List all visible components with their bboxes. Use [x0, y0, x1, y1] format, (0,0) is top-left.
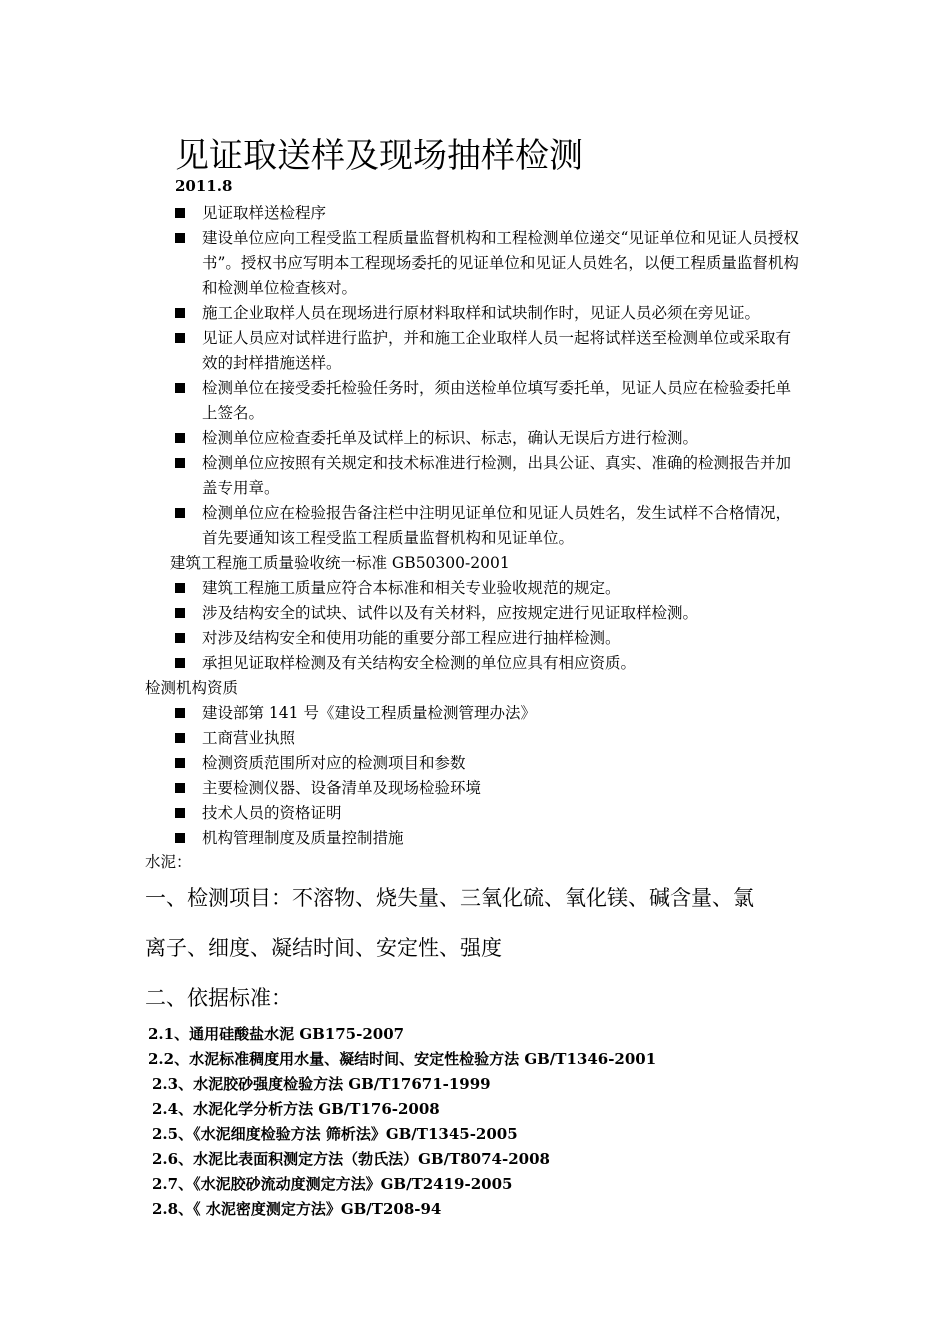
agency-item: 检测资质范围所对应的检测项目和参数: [202, 754, 466, 772]
procedure-item: 检测单位在接受委托检验任务时，须由送检单位填写委托单，见证人员应在检验委托单上签名。: [202, 379, 792, 422]
standard-ref: 2.2、水泥标准稠度用水量、凝结时间、安定性检验方法 GB/T1346-2001: [148, 1050, 657, 1068]
document-date: 2011.8: [175, 177, 233, 195]
section-standards-heading: 二、依据标准：: [145, 986, 292, 1010]
agency-heading: 检测机构资质: [145, 679, 239, 697]
standard-ref: 2.1、通用硅酸盐水泥 GB175-2007: [148, 1025, 405, 1043]
standard-item: 对涉及结构安全和使用功能的重要分部工程应进行抽样检测。: [202, 629, 621, 647]
procedure-item: 见证人员应对试样进行监护，并和施工企业取样人员一起将试样送至检测单位或采取有效的封样措施送样。: [202, 329, 792, 372]
standard-item: 涉及结构安全的试块、试件以及有关材料，应按规定进行见证取样检测。: [202, 604, 699, 622]
standard-ref: 2.6、水泥比表面积测定方法（勃氏法）GB/T8074-2008: [152, 1150, 550, 1168]
standard-heading: 建筑工程施工质量验收统一标准 GB50300-2001: [170, 554, 510, 572]
agency-item: 机构管理制度及质量控制措施: [202, 829, 404, 847]
standard-item: 建筑工程施工质量应符合本标准和相关专业验收规范的规定。: [202, 579, 621, 597]
standard-ref: 2.3、水泥胶砂强度检验方法 GB/T17671-1999: [152, 1075, 491, 1093]
procedure-item: 施工企业取样人员在现场进行原材料取样和试块制作时，见证人员必须在旁见证。: [202, 304, 761, 322]
cement-heading: 水泥：: [145, 853, 192, 871]
standard-item: 承担见证取样检测及有关结构安全检测的单位应具有相应资质。: [202, 654, 637, 672]
procedure-item: 检测单位应在检验报告备注栏中注明见证单位和见证人员姓名，发生试样不合格情况，首先要通知该工程受监工程质量监督机构和见证单位。: [202, 504, 792, 547]
section-test-items-line2: 离子、细度、凝结时间、安定性、强度: [145, 936, 502, 960]
agency-item: 工商营业执照: [202, 729, 296, 747]
agency-item: 建设部第 141 号《建设工程质量检测管理办法》: [202, 704, 536, 722]
agency-item: 技术人员的资格证明: [202, 804, 342, 822]
procedure-item: 检测单位应检查委托单及试样上的标识、标志，确认无误后方进行检测。: [202, 429, 699, 447]
page-title: 见证取送样及现场抽样检测: [175, 136, 583, 176]
standard-ref: 2.4、水泥化学分析方法 GB/T176-2008: [152, 1100, 440, 1118]
section-test-items-line1: 一、检测项目：不溶物、烧失量、三氧化硫、氧化镁、碱含量、氯: [145, 886, 754, 910]
procedure-item: 建设单位应向工程受监工程质量监督机构和工程检测单位递交“见证单位和见证人员授权书”。授权书应写明本工程现场委托的见证单位和见证人员姓名，以便工程质量监督机构和检测单位检查核对。: [202, 229, 799, 297]
procedure-item: 检测单位应按照有关规定和技术标准进行检测，出具公证、真实、准确的检测报告并加盖专用章。: [202, 454, 792, 497]
standard-ref: 2.5、《水泥细度检验方法 筛析法》GB/T1345-2005: [152, 1125, 518, 1143]
agency-item: 主要检测仪器、设备清单及现场检验环境: [202, 779, 482, 797]
standard-ref: 2.8、《 水泥密度测定方法》GB/T208-94: [152, 1200, 442, 1218]
standard-ref: 2.7、《水泥胶砂流动度测定方法》GB/T2419-2005: [152, 1175, 513, 1193]
procedure-item: 见证取样送检程序: [202, 204, 327, 222]
